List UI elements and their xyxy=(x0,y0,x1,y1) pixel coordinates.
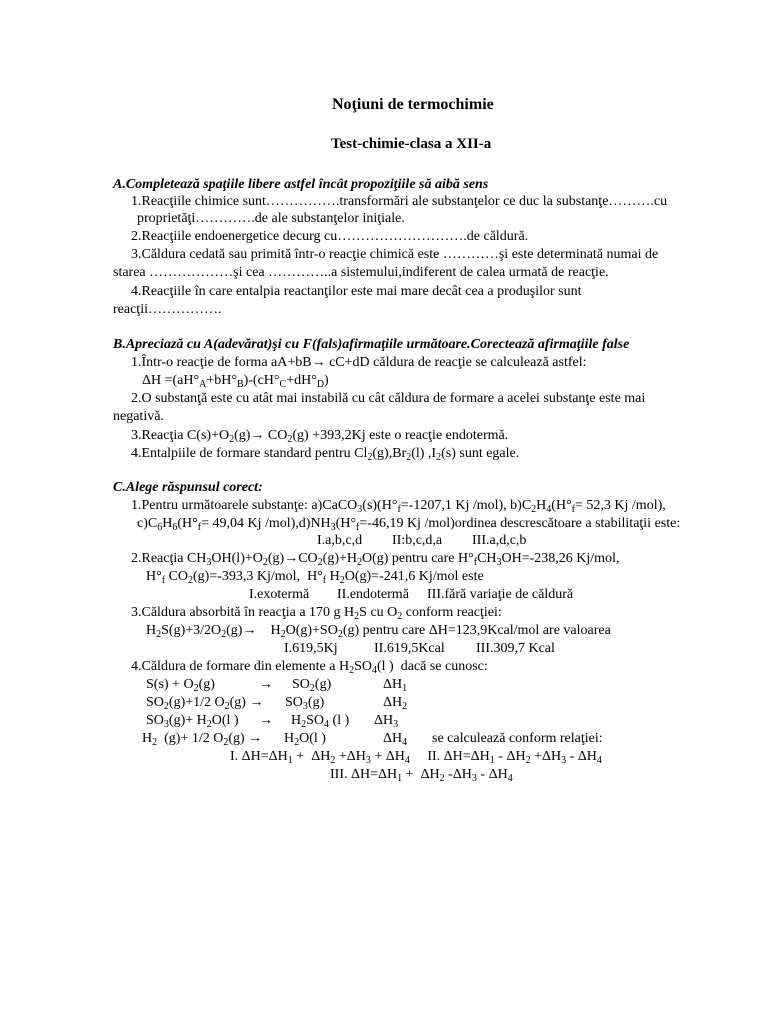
section-c-q1-option: I.a,b,c,d xyxy=(317,533,363,548)
section-a-line: reacţii……………. xyxy=(113,302,222,317)
section-c-q2-option: II.endotermă xyxy=(337,587,409,602)
section-c-q4-equation: $SO_3(g)+ H_2O(l$ ) xyxy=(146,713,239,730)
section-b-q2: negativă. xyxy=(113,409,164,424)
section-c-q1-option: III.a,d,c,b xyxy=(472,533,527,548)
section-b-q4: 4.Entalpiile de formare standard pentru $Cl_2(g),Br_2(l)$ $,I_2(s)$ sunt egale. xyxy=(131,446,520,463)
section-c-q1: 1.Pentru următoarele substanţe: $a)CaCO_3(s)(H^\circ_f=-1207,1$ Kj /mol), $b)C_2H_4(H^\circ_f= 52,3$ Kj /mol), xyxy=(131,498,666,515)
section-c-q4-equation: $H_2SO_4$ (l ) xyxy=(291,713,350,730)
section-c-q3-option: I.619,5Kj xyxy=(284,641,338,656)
section-c-q4-arrow: → xyxy=(259,677,273,692)
section-b-q2: 2.O substanţă este cu atât mai instabilă cu cât căldura de formare a acelei substanţe este mai xyxy=(131,391,646,406)
section-c-q4-equation: $\Delta H_3$ xyxy=(374,713,399,730)
section-c-q3: $H_2S(g)+3/2O_2(g)\to$ $H_2O(g)+SO_2(g)$ pentru care ΔH=123,9Kcal/mol are valoarea xyxy=(146,623,611,640)
section-a-line: proprietăţi………….de ale substanţelor iniţiale. xyxy=(137,211,405,226)
section-c-q4-equation: $SO_2(g)$ xyxy=(292,677,332,694)
section-c-q3: 3.Căldura absorbită în reacţia a 170 g $H_2S$ cu $O_2$ conform reacţiei: xyxy=(131,605,502,622)
section-c-q4-option: I. $\Delta H=\Delta H_1 + \Delta H_2 +\Delta H_3 + \Delta H_4$ II. $\Delta H=\Delta H_1 - \Delta H_2 +\Delta H_3 - \Delta H_4$ xyxy=(230,749,602,766)
section-a-line: starea ………………şi cea …………..a sistemului,indiferent de calea urmată de reacţie. xyxy=(113,265,609,280)
section-a-line: 4.Reacţiile în care entalpia reactanţilor este mai mare decât cea a produşilor sunt xyxy=(131,284,582,299)
document-title: Noţiuni de termochimie xyxy=(332,96,494,113)
section-b-heading: B.Apreciază cu A(adevărat)şi cu F(fals)afirmaţiile următoare.Corectează afirmaţiile false xyxy=(113,337,630,352)
section-b-q3: 3.Reacţia $C(s)+O_2(g)\to CO_2(g) +393,2Kj$ este o reacţie endotermă. xyxy=(131,428,509,445)
section-c-q2: $H^\circ_f$ $CO_2(g)=-393,3$ Kj/mol, $H^\circ_f$ $H_2O(g)=-241,6$ Kj/mol este xyxy=(146,569,484,586)
section-c-q4-equation: $\Delta H_2$ xyxy=(383,695,408,712)
section-b-q1-formula: $\Delta H =(aH^\circ_A+bH^\circ_B)-(cH^\circ_C+dH^\circ_D)$ xyxy=(142,373,329,390)
section-c-q3-option: II.619,5Kcal xyxy=(374,641,445,656)
section-c-q4-equation: $\Delta H_4$ xyxy=(383,731,408,748)
section-c-heading: C.Alege răspunsul corect: xyxy=(113,480,263,495)
section-a-line: 3.Căldura cedată sau primită într-o reacţie chimică este …………şi este determinată numai de xyxy=(131,247,659,262)
section-c-q1: $c)C_6H_6(H^\circ_f= 49,04$ Kj $/mol),d)NH_3(H^\circ_f=-46,19$ Kj /mol)ordinea descrescătoare a stabilitaţii este: xyxy=(137,516,681,533)
section-c-q4-equation: $SO_2(g)+1/2$ $O_2(g)$ → xyxy=(146,695,264,712)
section-c-q4-equation: $S(s) + O_2(g)$ xyxy=(146,677,215,694)
section-c-q3-option: III.309,7 Kcal xyxy=(476,641,555,656)
section-c-q4-equation: $H_2O(l$ ) xyxy=(284,731,326,748)
document-subtitle: Test-chimie-clasa a XII-a xyxy=(331,136,492,152)
section-a-line: 1.Reacţiile chimice sunt…………….transformări ale substanţelor ce duc la substanţe……….cu xyxy=(131,194,668,209)
section-b-q1: 1.Într-o reacţie de forma aA+bB→ cC+dD căldura de reacţie se calculează astfel: xyxy=(131,355,587,370)
section-c-q4: 4.Căldura de formare din elemente a $H_2SO_4(l$ ) dacă se cunosc: xyxy=(131,659,488,676)
section-c-q4-equation: $SO_3(g)$ xyxy=(285,695,325,712)
section-c-q4-option: III. $\Delta H=\Delta H_1 + \Delta H_2$ $-\Delta H_3 - \Delta H_4$ xyxy=(330,767,513,784)
section-c-q2: 2.Reacţia $CH_3OH(l)+O_2(g)\to CO_2(g)+H_2O(g)$ pentru care $H^\circ_fCH_3OH=-238,26$ Kj/mol, xyxy=(131,551,620,568)
section-c-q1-option: II:b,c,d,a xyxy=(392,533,443,548)
section-c-q4-arrow: → xyxy=(259,713,273,728)
section-c-q2-option: III.fără variaţie de căldură xyxy=(427,587,574,602)
section-c-q4-prompt: se calculează conform relaţiei: xyxy=(432,731,603,746)
section-a-line: 2.Reacţiile endoenergetice decurg cu……………………….de căldură. xyxy=(131,229,529,244)
section-a-heading: A.Completează spaţiile libere astfel încât propoziţiile să aibă sens xyxy=(113,177,489,192)
section-c-q2-option: I.exotermă xyxy=(249,587,310,602)
section-c-q4-equation: $\Delta H_1$ xyxy=(383,677,408,694)
section-c-q4-equation: $H_2$ (g)+ 1/2 $O_2(g)$ → xyxy=(142,731,263,748)
